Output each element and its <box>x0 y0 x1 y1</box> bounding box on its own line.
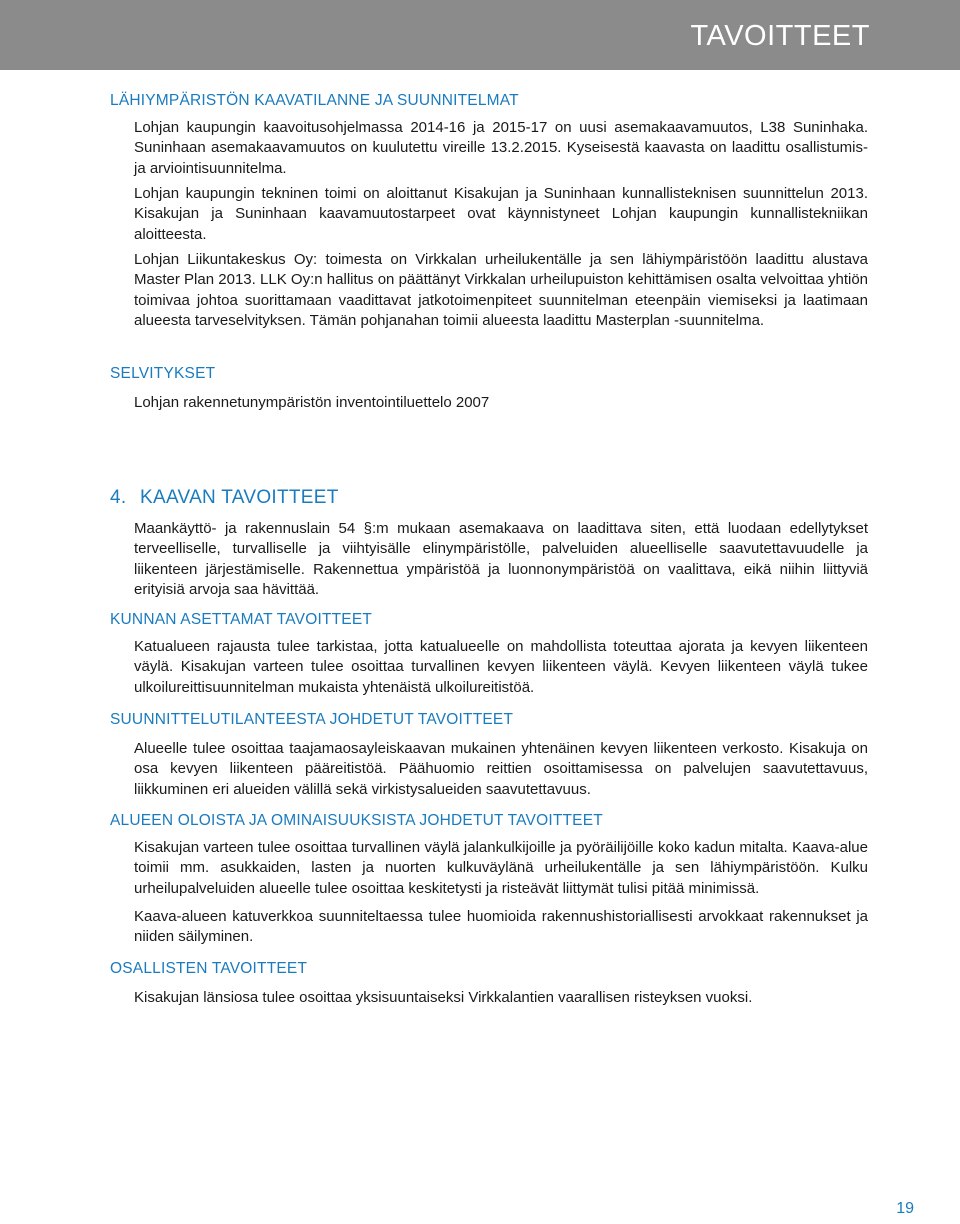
section-heading-alueen-oloista: ALUEEN OLOISTA JA OMINAISUUKSISTA JOHDETUT TAVOITTEET <box>110 812 603 829</box>
paragraph: Alueelle tulee osoittaa taajamaosayleiskaavan mukainen yhtenäinen kevyen liikenteen verkosto. Kisakuja on osa kevyen liikenteen pääreitistöä. Päähuomio reittien osoittamisessa on palvelujen saavutettavuus, liikkuminen eri alueiden välillä sekä virkistysalueiden saavutettavuus. <box>134 740 868 798</box>
section-heading-lahiymparisto: LÄHIYMPÄRISTÖN KAAVATILANNE JA SUUNNITELMAT <box>110 92 519 109</box>
paragraph: Katualueen rajausta tulee tarkistaa, jotta katualueelle on mahdollista toteuttaa ajorata ja kevyen liikenteen väylä. Kisakujan varteen tulee osoittaa turvallinen kevyen liikenteen väylä. Kevyen liikenteen väylä tukee ulkoilureittisuunnitelman mukaista yhtenäistä ulkoilureitistöä. <box>134 638 868 696</box>
paragraph: Lohjan kaupungin tekninen toimi on aloittanut Kisakujan ja Suninhaan kunnallisteknisen suunnittelun 2013. Kisakujan ja Suninhaan kaavamuutostarpeet ovat käynnistyneet Lohjan kaupungin kunnallistekniikan aloitteesta. <box>134 185 868 243</box>
paragraph: Kisakujan länsiosa tulee osoittaa yksisuuntaiseksi Virkkalantien vaarallisen risteyksen vuoksi. <box>134 989 753 1006</box>
chapter-number: 4. <box>110 487 127 508</box>
page-title: TAVOITTEET <box>690 20 870 52</box>
section-heading-osallisten-tavoitteet: OSALLISTEN TAVOITTEET <box>110 960 308 977</box>
page-number: 19 <box>896 1200 914 1217</box>
chapter-title: KAAVAN TAVOITTEET <box>140 487 339 508</box>
paragraph: Kisakujan varteen tulee osoittaa turvallinen väylä jalankulkijoille ja pyöräilijöille koko kadun mitalta. Kaava-alue toimii mm. asukkaiden, lasten ja nuorten kulkuväylänä urheilukentälle ja sen lähiympäristöön. Kulku urheilupalveluiden alueelle tulee osoittaa keskitetysti ja risteävät liittymät tulisi pitää minimissä. <box>134 839 868 897</box>
section-heading-kunnan-tavoitteet: KUNNAN ASETTAMAT TAVOITTEET <box>110 611 373 628</box>
header-bar <box>0 0 960 70</box>
chapter-heading <box>110 487 339 509</box>
paragraph: Lohjan Liikuntakeskus Oy: toimesta on Virkkalan urheilukentälle ja sen lähiympäristöön laadittu alustava Master Plan 2013. LLK Oy:n hallitus on päättänyt Virkkalan urheilupuiston kehittämisen osalta velvoittaa yhtiön toimivaa johtoa suorittamaan vaadittavat jatkotoimenpiteet suunnitelman eteenpäin viemiseksi ja laatimaan alueesta tarveselvityksen. Tämän pohjanahan toimii alueesta laadittu Masterplan -suunnitelma. <box>134 251 868 330</box>
paragraph: Lohjan kaupungin kaavoitusohjelmassa 2014-16 ja 2015-17 on uusi asemakaavamuutos, L38 Suninhaka. Suninhaan asemakaavamuutos on kuulutettu vireille 13.2.2015. Kyseisestä kaavasta on laadittu osallistumis- ja arviointisuunnitelma. <box>134 119 868 177</box>
paragraph: Kaava-alueen katuverkkoa suunniteltaessa tulee huomioida rakennushistoriallisesti arvokkaat rakennukset ja niiden säilyminen. <box>134 908 868 946</box>
section-heading-selvitykset: SELVITYKSET <box>110 365 216 382</box>
section-heading-suunnittelutilanne: SUUNNITTELUTILANTEESTA JOHDETUT TAVOITTEET <box>110 711 514 728</box>
paragraph: Lohjan rakennetunympäristön inventointiluettelo 2007 <box>134 394 490 411</box>
paragraph: Maankäyttö- ja rakennuslain 54 §:m mukaan asemakaava on laadittava siten, että luodaan edellytykset terveelliselle, turvalliselle ja viihtyisälle elinympäristölle, palveluiden alueelliselle saavutettavuudelle ja liikenteen järjestämiselle. Rakennettua ympäristöä ja luonnonympäristöä on vaalittava, eikä niihin liittyviä erityisiä arvoja saa hävittää. <box>134 520 868 599</box>
